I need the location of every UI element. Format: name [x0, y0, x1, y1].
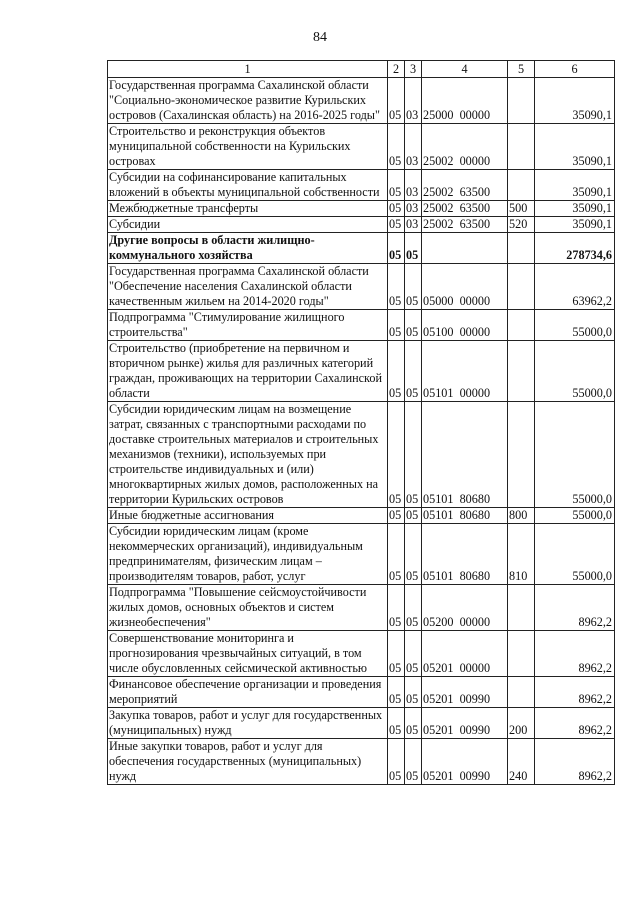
row-expense-type-cell	[508, 170, 535, 201]
row-section-cell: 05	[388, 341, 405, 402]
row-amount-cell: 8962,2	[535, 631, 615, 677]
row-subsection-cell: 03	[405, 170, 422, 201]
page-number: 84	[313, 30, 327, 45]
row-target-article-cell: 25000 00000	[422, 78, 508, 124]
row-target-article-cell: 25002 63500	[422, 170, 508, 201]
row-section-cell: 05	[388, 708, 405, 739]
row-section-cell: 05	[388, 631, 405, 677]
row-amount-cell: 55000,0	[535, 310, 615, 341]
row-section-cell: 05	[388, 402, 405, 508]
row-subsection-cell: 05	[405, 585, 422, 631]
row-section-cell: 05	[388, 78, 405, 124]
table-row	[108, 585, 615, 631]
row-target-article-cell: 05000 00000	[422, 264, 508, 310]
row-target-article-cell: 25002 63500	[422, 217, 508, 233]
row-expense-type-cell	[508, 233, 535, 264]
row-expense-type-cell	[508, 310, 535, 341]
row-section-cell: 05	[388, 217, 405, 233]
row-amount-cell: 35090,1	[535, 170, 615, 201]
row-target-article-cell: 05101 80680	[422, 524, 508, 585]
row-expense-type-cell	[508, 264, 535, 310]
table-row	[108, 402, 615, 508]
row-subsection-cell: 05	[405, 233, 422, 264]
row-target-article-cell: 05101 00000	[422, 341, 508, 402]
row-name-cell: Субсидии	[108, 217, 388, 233]
row-amount-cell: 63962,2	[535, 264, 615, 310]
row-subsection-cell: 05	[405, 341, 422, 402]
header-row	[108, 61, 615, 78]
row-expense-type-cell: 240	[508, 739, 535, 785]
row-section-cell: 05	[388, 508, 405, 524]
row-name-cell: Субсидии юридическим лицам (кроме некоммерческих организаций), индивидуальным предпринимателям, физическим лицам – производителям товаров, работ, услуг	[108, 524, 388, 585]
row-amount-cell: 35090,1	[535, 201, 615, 217]
table-row	[108, 524, 615, 585]
row-amount-cell: 8962,2	[535, 708, 615, 739]
column-header: 3	[405, 61, 422, 78]
row-name-cell: Субсидии на софинансирование капитальных вложений в объекты муниципальной собственности	[108, 170, 388, 201]
row-section-cell: 05	[388, 264, 405, 310]
row-section-cell: 05	[388, 739, 405, 785]
row-target-article-cell: 05201 00000	[422, 631, 508, 677]
row-name-cell: Подпрограмма "Стимулирование жилищного строительства"	[108, 310, 388, 341]
row-subsection-cell: 05	[405, 310, 422, 341]
row-expense-type-cell	[508, 677, 535, 708]
row-subsection-cell: 05	[405, 677, 422, 708]
row-amount-cell: 278734,6	[535, 233, 615, 264]
row-subsection-cell: 05	[405, 264, 422, 310]
row-subsection-cell: 05	[405, 739, 422, 785]
row-amount-cell: 8962,2	[535, 585, 615, 631]
row-name-cell: Строительство и реконструкция объектов муниципальной собственности на Курильских островах	[108, 124, 388, 170]
row-target-article-cell: 05201 00990	[422, 708, 508, 739]
row-section-cell: 05	[388, 170, 405, 201]
row-name-cell: Иные бюджетные ассигнования	[108, 508, 388, 524]
row-name-cell: Закупка товаров, работ и услуг для государственных (муниципальных) нужд	[108, 708, 388, 739]
row-section-cell: 05	[388, 124, 405, 170]
row-subsection-cell: 05	[405, 508, 422, 524]
row-subsection-cell: 05	[405, 631, 422, 677]
table-row	[108, 341, 615, 402]
row-expense-type-cell: 520	[508, 217, 535, 233]
row-section-cell: 05	[388, 585, 405, 631]
row-amount-cell: 55000,0	[535, 508, 615, 524]
row-subsection-cell: 05	[405, 708, 422, 739]
row-name-cell: Субсидии юридическим лицам на возмещение затрат, связанных с транспортными расходами по доставке строительных материалов и строительных механизмов (техники), используемых при строительстве индивидуальных и (или) многоквартирных жилых домов, расположенных на территории Курильских островов	[108, 402, 388, 508]
table-row	[108, 233, 615, 264]
column-header: 2	[388, 61, 405, 78]
table-row	[108, 201, 615, 217]
row-name-cell: Совершенствование мониторинга и прогнозирования чрезвычайных ситуаций, в том числе обусловленных сейсмической активностью	[108, 631, 388, 677]
column-header: 1	[108, 61, 388, 78]
table-row	[108, 78, 615, 124]
row-expense-type-cell	[508, 124, 535, 170]
row-amount-cell: 8962,2	[535, 739, 615, 785]
row-expense-type-cell: 200	[508, 708, 535, 739]
table-row	[108, 708, 615, 739]
row-name-cell: Государственная программа Сахалинской области "Обеспечение населения Сахалинской области качественным жильем на 2014-2020 годы"	[108, 264, 388, 310]
table-row	[108, 310, 615, 341]
row-expense-type-cell	[508, 402, 535, 508]
row-target-article-cell: 05201 00990	[422, 739, 508, 785]
row-subsection-cell: 05	[405, 402, 422, 508]
table-row	[108, 124, 615, 170]
row-name-cell: Межбюджетные трансферты	[108, 201, 388, 217]
row-amount-cell: 35090,1	[535, 124, 615, 170]
table-row	[108, 170, 615, 201]
row-expense-type-cell	[508, 585, 535, 631]
row-amount-cell: 55000,0	[535, 524, 615, 585]
row-expense-type-cell	[508, 341, 535, 402]
row-amount-cell: 8962,2	[535, 677, 615, 708]
row-expense-type-cell: 500	[508, 201, 535, 217]
row-expense-type-cell: 800	[508, 508, 535, 524]
row-section-cell: 05	[388, 524, 405, 585]
column-header: 4	[422, 61, 508, 78]
row-subsection-cell: 03	[405, 124, 422, 170]
table-row	[108, 631, 615, 677]
row-name-cell: Финансовое обеспечение организации и проведения мероприятий	[108, 677, 388, 708]
row-expense-type-cell	[508, 78, 535, 124]
row-expense-type-cell: 810	[508, 524, 535, 585]
row-subsection-cell: 05	[405, 524, 422, 585]
row-amount-cell: 35090,1	[535, 78, 615, 124]
budget-table	[107, 60, 615, 785]
row-expense-type-cell	[508, 631, 535, 677]
row-name-cell: Иные закупки товаров, работ и услуг для обеспечения государственных (муниципальных) нужд	[108, 739, 388, 785]
row-subsection-cell: 03	[405, 217, 422, 233]
row-target-article-cell: 25002 00000	[422, 124, 508, 170]
row-name-cell: Строительство (приобретение на первичном и вторичном рынке) жилья для различных категорий граждан, проживающих на территории Сахалинской области	[108, 341, 388, 402]
column-header: 5	[508, 61, 535, 78]
row-target-article-cell	[422, 233, 508, 264]
table-row	[108, 739, 615, 785]
column-header: 6	[535, 61, 615, 78]
row-target-article-cell: 05101 80680	[422, 402, 508, 508]
row-section-cell: 05	[388, 310, 405, 341]
row-section-cell: 05	[388, 201, 405, 217]
row-subsection-cell: 03	[405, 78, 422, 124]
row-section-cell: 05	[388, 677, 405, 708]
row-target-article-cell: 25002 63500	[422, 201, 508, 217]
table-body	[108, 78, 615, 785]
row-subsection-cell: 03	[405, 201, 422, 217]
row-amount-cell: 55000,0	[535, 341, 615, 402]
table-row	[108, 677, 615, 708]
row-amount-cell: 35090,1	[535, 217, 615, 233]
row-amount-cell: 55000,0	[535, 402, 615, 508]
table-row	[108, 508, 615, 524]
table-row	[108, 264, 615, 310]
row-target-article-cell: 05200 00000	[422, 585, 508, 631]
row-target-article-cell: 05100 00000	[422, 310, 508, 341]
row-name-cell: Государственная программа Сахалинской области "Социально-экономическое развитие Курильских островов (Сахалинская область) на 2016-2025 годы"	[108, 78, 388, 124]
row-name-cell: Подпрограмма "Повышение сейсмоустойчивости жилых домов, основных объектов и систем жизнеобеспечения"	[108, 585, 388, 631]
table-row	[108, 217, 615, 233]
row-section-cell: 05	[388, 233, 405, 264]
row-target-article-cell: 05201 00990	[422, 677, 508, 708]
row-name-cell: Другие вопросы в области жилищно-коммунального хозяйства	[108, 233, 388, 264]
row-target-article-cell: 05101 80680	[422, 508, 508, 524]
